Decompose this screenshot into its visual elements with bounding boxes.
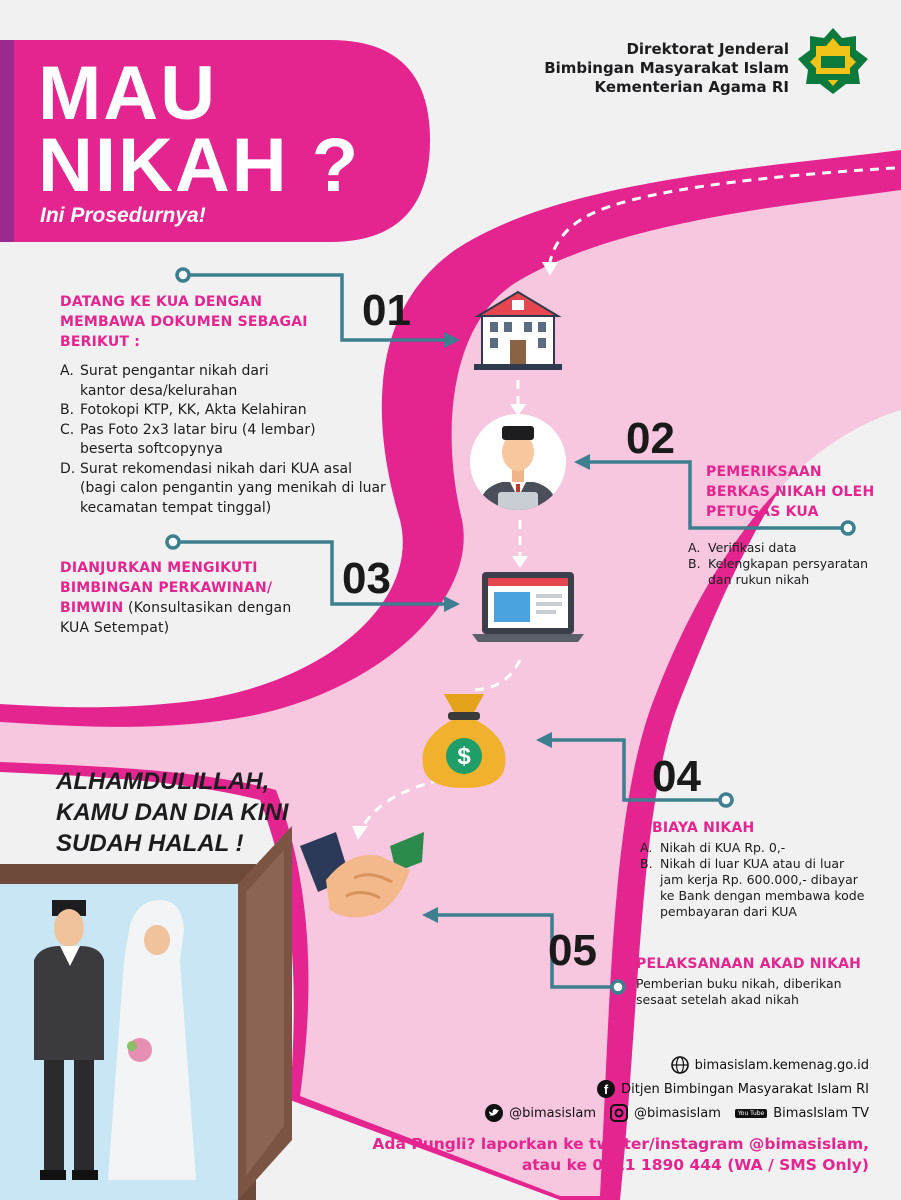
list-item: A. Surat pengantar nikah dari kantor desa/kelurahan: [60, 363, 269, 399]
heading-line: PETUGAS KUA: [706, 504, 819, 520]
step-03-number: 03: [342, 554, 391, 603]
closing-line: ALHAMDULILLAH,: [56, 768, 270, 795]
list-item: B. Kelengkapan persyaratan dan rukun nikah: [688, 556, 869, 587]
youtube-icon: You Tube: [735, 1109, 767, 1118]
couple-illustration: [0, 826, 292, 1200]
org-name: [544, 40, 789, 97]
facebook-link[interactable]: [597, 1080, 869, 1098]
description-line: Pemberian buku nikah, diberikan: [636, 976, 842, 991]
closing-line: KAMU DAN DIA KINI: [56, 799, 289, 826]
list-item: B. Fotokopi KTP, KK, Akta Kelahiran: [60, 402, 307, 418]
closing-line: SUDAH HALAL !: [56, 830, 244, 857]
heading-line: MEMBAWA DOKUMEN SEBAGAI: [60, 314, 308, 330]
step-02-heading: [706, 462, 874, 522]
website-text: bimasislam.kemenag.go.id: [694, 1057, 869, 1073]
list-item: B. Nikah di luar KUA atau di luar jam kerja Rp. 600.000,- dibayar ke Bank dengan membawa kode pembayaran dari KUA: [640, 856, 865, 919]
list-item: A. Verifikasi data: [688, 540, 797, 555]
facebook-icon: [597, 1080, 615, 1098]
report-notice: [372, 1134, 869, 1176]
list-item: D. Surat rekomendasi nikah dari KUA asal (bagi calon pengantin yang menikah di luar kecamatan tempat tinggal): [60, 460, 386, 516]
step-05-description: [636, 976, 876, 1008]
step-01-heading: [60, 292, 308, 352]
heading-line: KUA Setempat): [60, 620, 170, 636]
page-title-line1: MAU: [38, 51, 218, 136]
org-line: Direktorat Jenderal: [626, 40, 789, 58]
step-05-heading: PELAKSANAAN AKAD NIKAH: [636, 956, 862, 972]
step-02-number: 02: [626, 414, 675, 463]
heading-line: BERIKUT :: [60, 334, 141, 350]
report-line: Ada Pungli? laporkan ke twitter/instagram @bimasislam,: [372, 1135, 869, 1153]
step-04-number: 04: [652, 752, 701, 801]
list-item: C. Pas Foto 2x3 latar biru (4 lembar) beserta softcopynya: [60, 421, 316, 457]
step-01-document-list: [60, 362, 390, 518]
page-title-line2: NIKAH ?: [38, 123, 361, 208]
step-04-cost-list: [640, 840, 880, 920]
org-line: Kementerian Agama RI: [594, 78, 789, 96]
report-line: atau ke 0811 1890 444 (WA / SMS Only): [521, 1156, 869, 1174]
social-row: [485, 1104, 869, 1122]
org-line: Bimbingan Masyarakat Islam: [544, 59, 789, 77]
step-02-check-list: [688, 540, 888, 588]
instagram-icon: [610, 1104, 628, 1122]
heading-line: PEMERIKSAAN: [706, 464, 822, 480]
laptop-icon: [472, 572, 584, 642]
twitter-handle[interactable]: @bimasislam: [509, 1105, 597, 1121]
heading-line: DIANJURKAN MENGIKUTI: [60, 560, 258, 576]
step-04-heading: BIAYA NIKAH: [652, 820, 755, 836]
step-01-number: 01: [362, 286, 411, 335]
heading-line: BIMWIN (Konsultasikan dengan: [60, 600, 292, 616]
youtube-channel[interactable]: BimasIslam TV: [773, 1105, 869, 1121]
instagram-handle[interactable]: @bimasislam: [634, 1105, 721, 1121]
website-link[interactable]: [671, 1056, 869, 1074]
step-05-number: 05: [548, 926, 597, 975]
list-item: A. Nikah di KUA Rp. 0,-: [640, 840, 786, 855]
svg-text:f: f: [603, 1082, 609, 1097]
description-line: sesaat setelah akad nikah: [636, 992, 799, 1007]
header-accent-bar: [0, 40, 14, 242]
globe-icon: [671, 1056, 689, 1074]
closing-message: [56, 766, 288, 859]
ministry-logo: [796, 26, 870, 96]
heading-line: BERKAS NIKAH OLEH: [706, 484, 875, 500]
facebook-text: Ditjen Bimbingan Masyarakat Islam RI: [621, 1081, 869, 1097]
step-03-heading: [60, 558, 291, 638]
page-subtitle: Ini Prosedurnya!: [40, 204, 206, 227]
heading-line: BIMBINGAN PERKAWINAN/: [60, 580, 273, 596]
twitter-icon: [485, 1104, 503, 1122]
heading-line: DATANG KE KUA DENGAN: [60, 294, 263, 310]
svg-text:$: $: [457, 743, 471, 770]
